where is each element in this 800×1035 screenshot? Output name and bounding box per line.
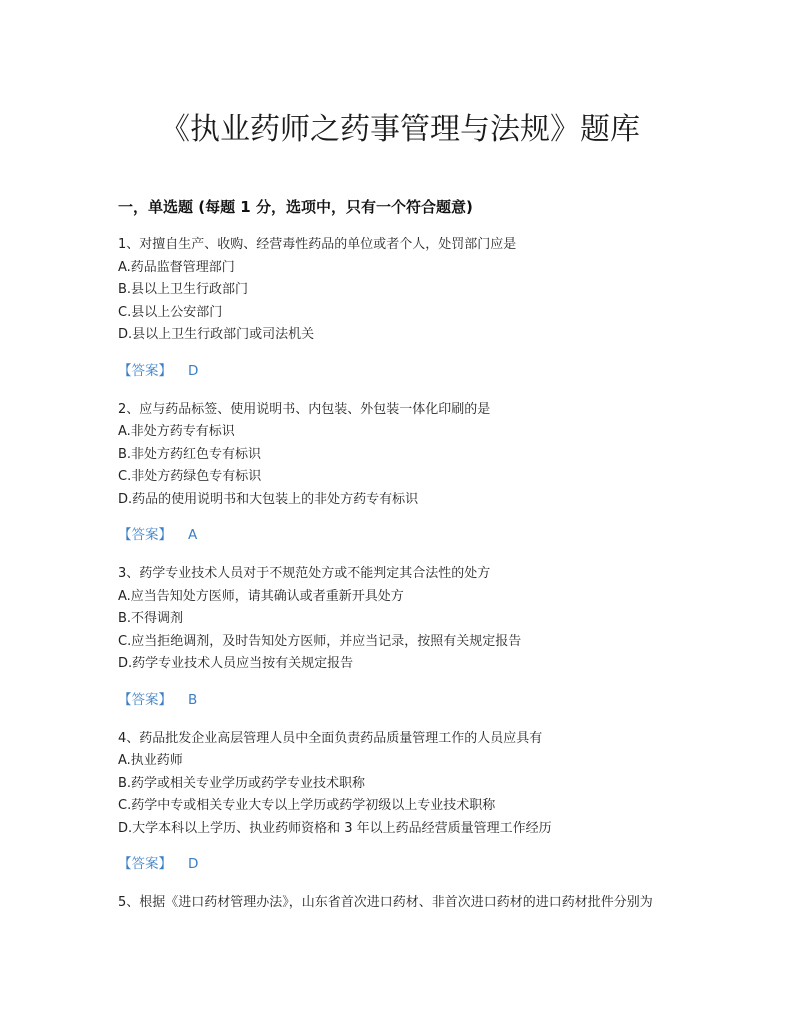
answer-label: 【答案】 xyxy=(118,527,172,543)
option-a: A.执业药师 xyxy=(118,753,183,768)
question-1 xyxy=(118,234,682,382)
answer-value: A xyxy=(188,527,198,543)
answer-line xyxy=(118,360,682,382)
question-stem: 1、对擅自生产、收购、经营毒性药品的单位或者个人，处罚部门应是 xyxy=(118,237,517,252)
option-d: D.大学本科以上学历、执业药师资格和 3 年以上药品经营质量管理工作经历 xyxy=(118,820,552,836)
question-3 xyxy=(118,563,682,711)
question-stem: 2、应与药品标签、使用说明书、内包装、外包装一体化印刷的是 xyxy=(118,401,491,417)
answer-label: 【答案】 xyxy=(118,362,172,379)
option-d: D.药品的使用说明书和大包装上的非处方药专有标识 xyxy=(118,491,419,507)
document-title: 《执业药师之药事管理与法规》题库 xyxy=(160,112,640,147)
answer-value: D xyxy=(188,856,199,872)
option-b: B.县以上卫生行政部门 xyxy=(118,282,249,297)
option-c: C.非处方药绿色专有标识 xyxy=(118,469,262,484)
option-c: C.县以上公安部门 xyxy=(118,304,223,320)
option-b: B.非处方药红色专有标识 xyxy=(118,446,262,462)
question-stem: 3、药学专业技术人员对于不规范处方或不能判定其合法性的处方 xyxy=(118,566,491,581)
question-2 xyxy=(118,399,682,547)
answer-line xyxy=(118,853,682,875)
option-d: D.县以上卫生行政部门或司法机关 xyxy=(118,327,315,342)
answer-label: 【答案】 xyxy=(118,856,172,872)
question-5 xyxy=(118,892,682,915)
section-heading: 一，单选题 (每题 1 分，选项中，只有一个符合题意) xyxy=(118,198,473,216)
option-c: C.药学中专或相关专业大专以上学历或药学初级以上专业技术职称 xyxy=(118,798,496,813)
option-a: A.药品监督管理部门 xyxy=(118,259,235,275)
option-c: C.应当拒绝调剂，及时告知处方医师，并应当记录，按照有关规定报告 xyxy=(118,633,522,649)
answer-value: B xyxy=(188,691,198,708)
answer-line xyxy=(118,524,682,546)
question-list xyxy=(118,234,682,915)
option-d: D.药学专业技术人员应当按有关规定报告 xyxy=(118,656,354,671)
option-b: B.不得调剂 xyxy=(118,611,184,626)
answer-line xyxy=(118,689,682,711)
question-4 xyxy=(118,728,682,876)
option-b: B.药学或相关专业学历或药学专业技术职称 xyxy=(118,775,366,791)
option-a: A.非处方药专有标识 xyxy=(118,424,235,439)
answer-label: 【答案】 xyxy=(118,691,172,708)
answer-value: D xyxy=(188,362,199,379)
question-stem: 4、药品批发企业高层管理人员中全面负责药品质量管理工作的人员应具有 xyxy=(118,730,543,746)
option-a: A.应当告知处方医师，请其确认或者重新开具处方 xyxy=(118,588,404,604)
question-stem: 5、根据《进口药材管理办法》，山东省首次进口药材、非首次进口药材的进口药材批件分别为 xyxy=(118,895,653,910)
